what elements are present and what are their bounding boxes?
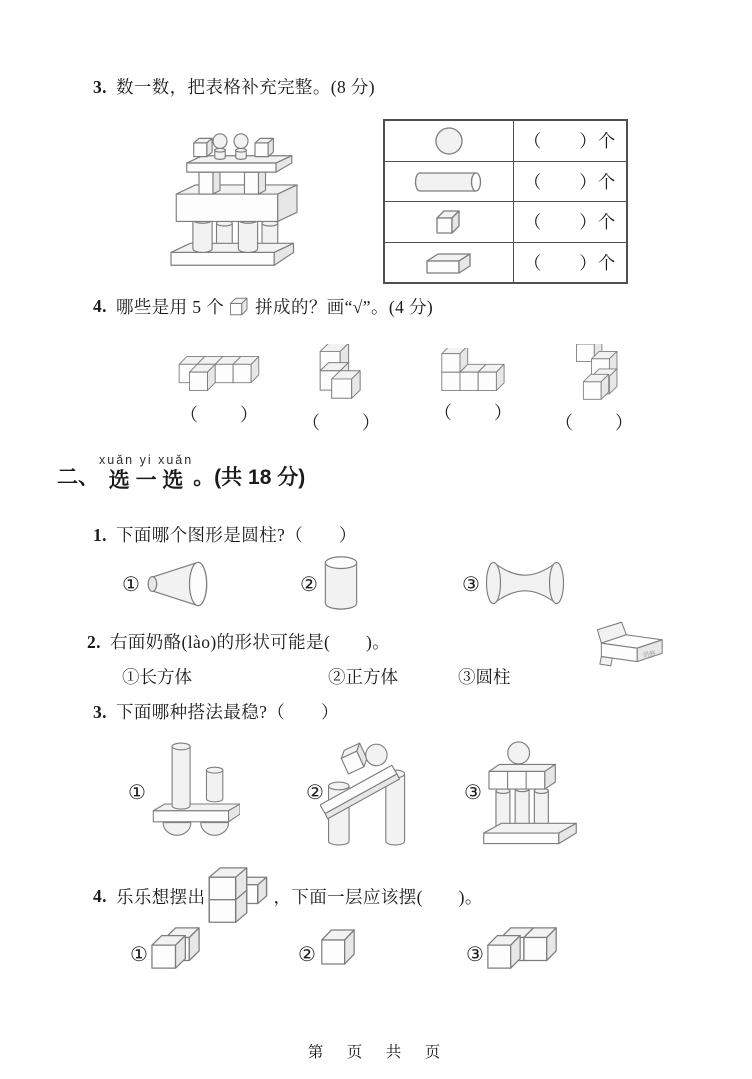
cube-assembly-1 [175, 346, 265, 394]
q4s1-option-1 [170, 346, 270, 427]
table-row [384, 202, 627, 243]
q1-line [93, 522, 357, 547]
q2-text: 右面奶酪(lào)的形状可能是( )。 [109, 632, 391, 652]
section2-suffix: 。(共 18 分) [193, 465, 306, 489]
cube-icon [431, 206, 467, 238]
cube-assembly-3 [439, 348, 509, 392]
q3-marker-1: ① [128, 782, 146, 804]
answer-blank[interactable]: （ ）个 [514, 161, 628, 202]
q4s1-text-before: 哪些是用 5 个 [115, 297, 225, 317]
q4s1-option-4 [552, 344, 638, 435]
layer-option-1 [150, 926, 204, 972]
q4-text-after: ，下面一层应该摆( )。 [273, 886, 483, 907]
answer-blank[interactable]: （ ） [555, 413, 635, 433]
answer-blank[interactable]: （ ） [302, 413, 382, 433]
q3-number: 3. [93, 702, 107, 722]
layer-option-3 [486, 926, 560, 972]
answer-blank[interactable]: （ ）个 [514, 120, 628, 161]
page-footer: 第 页 共 页 [307, 1044, 445, 1061]
q2-option-2: ②正方体 [328, 667, 398, 687]
spool-hourglass-shape [483, 558, 567, 608]
answer-blank[interactable]: （ ） [180, 405, 260, 425]
q1-marker-3: ③ [462, 574, 480, 596]
stack-option-1 [150, 738, 240, 848]
table-row [384, 120, 627, 161]
q2-option-1: ①长方体 [122, 667, 192, 687]
q3s1-line [93, 74, 375, 99]
answer-blank[interactable]: （ ）个 [514, 202, 628, 243]
cheese-box-label: 奶酪 [642, 650, 657, 660]
q3s1-number: 3. [93, 77, 107, 97]
stack-option-2 [320, 736, 414, 848]
section2-pinyin: xuǎn yi xuǎn [99, 453, 194, 467]
table-row [384, 242, 627, 283]
cylinder-shape [321, 554, 361, 612]
q1-text: 下面哪个图形是圆柱?（ ） [115, 525, 357, 545]
cheese-box-illustration [592, 618, 670, 670]
table-row [384, 161, 627, 202]
stack-option-3 [482, 738, 578, 848]
section2-ruby [99, 454, 193, 491]
layer-option-2 [318, 928, 358, 970]
count-table [383, 119, 628, 284]
q4s1-option-3 [424, 348, 524, 425]
q3s1-text: 数一数，把表格补充完整。(8 分) [115, 77, 376, 97]
answer-blank[interactable]: （ ）个 [514, 242, 628, 283]
q4s1-option-2 [302, 344, 382, 435]
q1-marker-2: ② [300, 574, 318, 596]
q3-marker-3: ③ [464, 782, 482, 804]
target-cube-figure [207, 866, 271, 926]
q2-number: 2. [87, 632, 101, 652]
cone-horn-shape [141, 558, 219, 610]
answer-blank[interactable]: （ ） [434, 403, 514, 423]
q4-text-before: 乐乐想摆出 [115, 886, 206, 907]
section2-heading [57, 454, 305, 491]
q4-marker-3: ③ [466, 944, 484, 966]
sphere-icon [431, 125, 467, 157]
section2-prefix: 二、 [57, 465, 99, 489]
q4-line [93, 860, 483, 932]
cube-assembly-2 [314, 344, 364, 402]
section2-title: 选 一 选 [108, 468, 184, 492]
q4-marker-2: ② [298, 944, 316, 966]
q3-line [93, 699, 339, 724]
cuboid-icon [423, 246, 475, 278]
q3-marker-2: ② [306, 782, 324, 804]
q4s1-number: 4. [93, 296, 107, 316]
q2-line [87, 629, 390, 654]
q2-option-3: ③圆柱 [458, 667, 511, 687]
cube-assembly-4 [571, 344, 619, 402]
q3-text: 下面哪种搭法最稳?（ ） [115, 702, 339, 722]
q4s1-text-after: 拼成的？画“√”。(4 分) [255, 297, 434, 317]
q1-number: 1. [93, 525, 107, 545]
cube-icon [226, 293, 253, 320]
block-tower-illustration [164, 132, 304, 278]
q1-marker-1: ① [122, 574, 140, 596]
q4-number: 4. [93, 885, 107, 906]
q4-marker-1: ① [130, 944, 148, 966]
cylinder-icon [410, 166, 488, 196]
q4s1-line [93, 293, 433, 320]
